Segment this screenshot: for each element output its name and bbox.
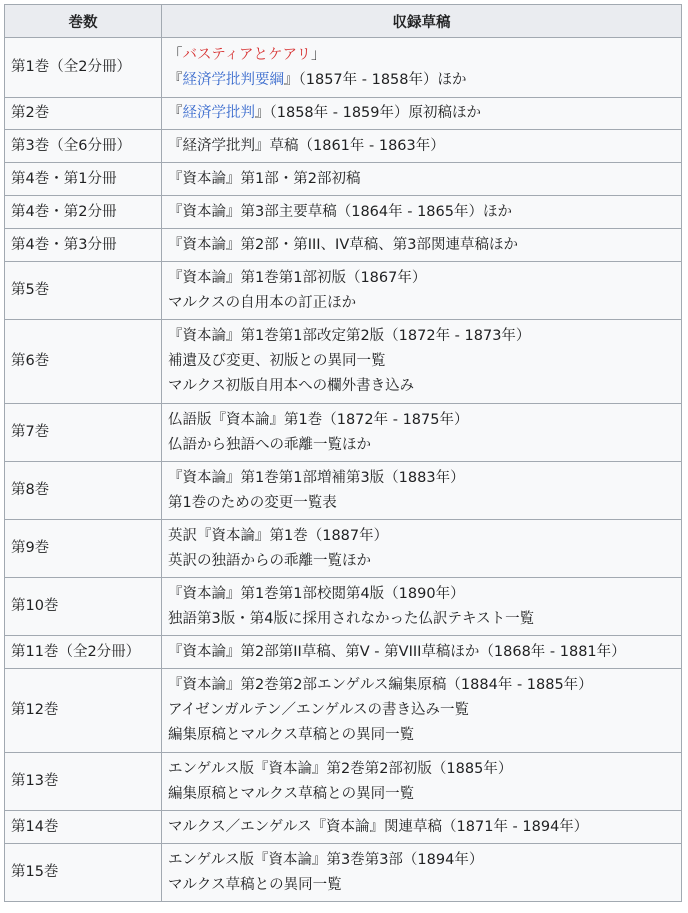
volume-cell: 第15巻 <box>5 844 162 902</box>
header-contents: 収録草稿 <box>162 5 682 38</box>
contents-text: マルクスの自用本の訂正ほか <box>168 294 357 311</box>
contents-line <box>168 408 675 433</box>
wiki-link[interactable]: 経済学批判要綱 <box>182 71 284 88</box>
table-row <box>5 462 682 520</box>
contents-line <box>168 43 675 68</box>
contents-text: 』（1857年 - 1858年）ほか <box>284 71 467 88</box>
contents-line <box>168 433 675 458</box>
contents-line <box>168 349 675 374</box>
contents-line <box>168 374 675 399</box>
contents-text: 『資本論』第2部第II草稿、第V - 第VIII草稿ほか（1868年 - 1881年） <box>168 643 626 660</box>
volume-cell: 第4巻・第3分冊 <box>5 229 162 262</box>
table-row <box>5 98 682 130</box>
volume-cell: 第9巻 <box>5 520 162 578</box>
contents-line <box>168 757 675 782</box>
contents-text: 『 <box>168 71 183 88</box>
contents-text: 『資本論』第1巻第1部初版（1867年） <box>168 269 427 286</box>
contents-cell <box>162 229 682 262</box>
contents-cell <box>162 520 682 578</box>
contents-line <box>168 200 675 225</box>
contents-text: 」 <box>310 46 326 63</box>
header-volume: 巻数 <box>5 5 162 38</box>
contents-cell <box>162 130 682 163</box>
contents-line <box>168 549 675 574</box>
table-row <box>5 578 682 636</box>
contents-line <box>168 607 675 632</box>
contents-text: 『 <box>168 105 183 121</box>
contents-line <box>168 698 675 723</box>
contents-line <box>168 723 675 748</box>
contents-cell <box>162 196 682 229</box>
contents-cell <box>162 753 682 811</box>
table-row <box>5 404 682 462</box>
contents-text: 』（1858年 - 1859年）原初稿ほか <box>255 105 482 121</box>
volume-cell: 第2巻 <box>5 98 162 130</box>
table-row <box>5 130 682 163</box>
contents-text: 「 <box>168 46 183 63</box>
contents-text: 『経済学批判』草稿（1861年 - 1863年） <box>168 137 445 154</box>
table-body <box>5 38 682 902</box>
contents-line <box>168 640 675 665</box>
contents-cell <box>162 462 682 520</box>
contents-text: マルクス草稿との異同一覧 <box>168 876 342 893</box>
contents-text: 『資本論』第1巻第1部改定第2版（1872年 - 1873年） <box>168 328 531 344</box>
contents-text: 『資本論』第2巻第2部エンゲルス編集原稿（1884年 - 1885年） <box>168 677 593 693</box>
volume-cell: 第6巻 <box>5 320 162 404</box>
contents-line <box>168 324 675 349</box>
table-row <box>5 262 682 320</box>
contents-cell <box>162 98 682 130</box>
contents-text: マルクス初版自用本への欄外書き込み <box>168 378 415 394</box>
contents-cell <box>162 163 682 196</box>
contents-text: 第1巻のための変更一覧表 <box>168 494 337 511</box>
contents-text: エンゲルス版『資本論』第2巻第2部初版（1885年） <box>168 760 513 777</box>
wiki-link[interactable]: 経済学批判 <box>182 105 255 121</box>
contents-text: 編集原稿とマルクス草稿との異同一覧 <box>168 727 415 743</box>
table-row <box>5 636 682 669</box>
contents-text: 『資本論』第1巻第1部校閲第4版（1890年） <box>168 585 465 602</box>
volume-cell: 第8巻 <box>5 462 162 520</box>
contents-text: 補遺及び変更、初版との異同一覧 <box>168 353 386 369</box>
volume-cell: 第1巻（全2分冊） <box>5 38 162 98</box>
contents-line <box>168 101 675 126</box>
contents-text: 『資本論』第3部主要草稿（1864年 - 1865年）ほか <box>168 203 512 220</box>
contents-line <box>168 815 675 840</box>
volume-cell: 第11巻（全2分冊） <box>5 636 162 669</box>
contents-text: 仏語版『資本論』第1巻（1872年 - 1875年） <box>168 411 469 428</box>
contents-cell <box>162 38 682 98</box>
table-row <box>5 844 682 902</box>
volume-cell: 第5巻 <box>5 262 162 320</box>
volume-cell: 第10巻 <box>5 578 162 636</box>
contents-line <box>168 291 675 316</box>
contents-line <box>168 524 675 549</box>
contents-text: マルクス／エンゲルス『資本論』関連草稿（1871年 - 1894年） <box>168 818 589 835</box>
volume-cell: 第14巻 <box>5 811 162 844</box>
contents-line <box>168 491 675 516</box>
contents-text: 『資本論』第1部・第2部初稿 <box>168 170 361 187</box>
volumes-table <box>4 4 682 902</box>
contents-line <box>168 848 675 873</box>
volume-cell: 第13巻 <box>5 753 162 811</box>
contents-text: 仏語から独語への乖離一覧ほか <box>168 436 371 453</box>
contents-line <box>168 582 675 607</box>
wiki-link[interactable]: バスティアとケアリ <box>182 46 311 63</box>
volume-cell: 第4巻・第1分冊 <box>5 163 162 196</box>
table-row <box>5 196 682 229</box>
table-row <box>5 811 682 844</box>
contents-cell <box>162 404 682 462</box>
contents-text: 編集原稿とマルクス草稿との異同一覧 <box>168 785 415 802</box>
contents-line <box>168 134 675 159</box>
contents-text: 『資本論』第2部・第III、IV草稿、第3部関連草稿ほか <box>168 236 518 253</box>
contents-line <box>168 233 675 258</box>
contents-line <box>168 68 675 93</box>
contents-line <box>168 873 675 898</box>
contents-text: 独語第3版・第4版に採用されなかった仏訳テキスト一覧 <box>168 610 535 627</box>
contents-cell <box>162 578 682 636</box>
volume-cell: 第3巻（全6分冊） <box>5 130 162 163</box>
contents-line <box>168 466 675 491</box>
table-row <box>5 753 682 811</box>
volume-cell: 第7巻 <box>5 404 162 462</box>
contents-line <box>168 167 675 192</box>
contents-text: 『資本論』第1巻第1部増補第3版（1883年） <box>168 469 465 486</box>
table-row <box>5 38 682 98</box>
volume-cell: 第4巻・第2分冊 <box>5 196 162 229</box>
contents-text: アイゼンガルテン／エンゲルスの書き込み一覧 <box>168 702 470 718</box>
contents-line <box>168 266 675 291</box>
contents-text: 英訳の独語からの乖離一覧ほか <box>168 552 371 569</box>
table-row <box>5 163 682 196</box>
contents-cell <box>162 636 682 669</box>
table-row <box>5 669 682 753</box>
contents-line <box>168 673 675 698</box>
contents-text: 英訳『資本論』第1巻（1887年） <box>168 527 389 544</box>
table-row <box>5 520 682 578</box>
contents-text: エンゲルス版『資本論』第3巻第3部（1894年） <box>168 851 484 868</box>
contents-cell <box>162 669 682 753</box>
header-row <box>5 5 682 38</box>
contents-cell <box>162 320 682 404</box>
contents-line <box>168 782 675 807</box>
contents-cell <box>162 844 682 902</box>
table-row <box>5 320 682 404</box>
volume-cell: 第12巻 <box>5 669 162 753</box>
contents-cell <box>162 811 682 844</box>
table-row <box>5 229 682 262</box>
contents-cell <box>162 262 682 320</box>
